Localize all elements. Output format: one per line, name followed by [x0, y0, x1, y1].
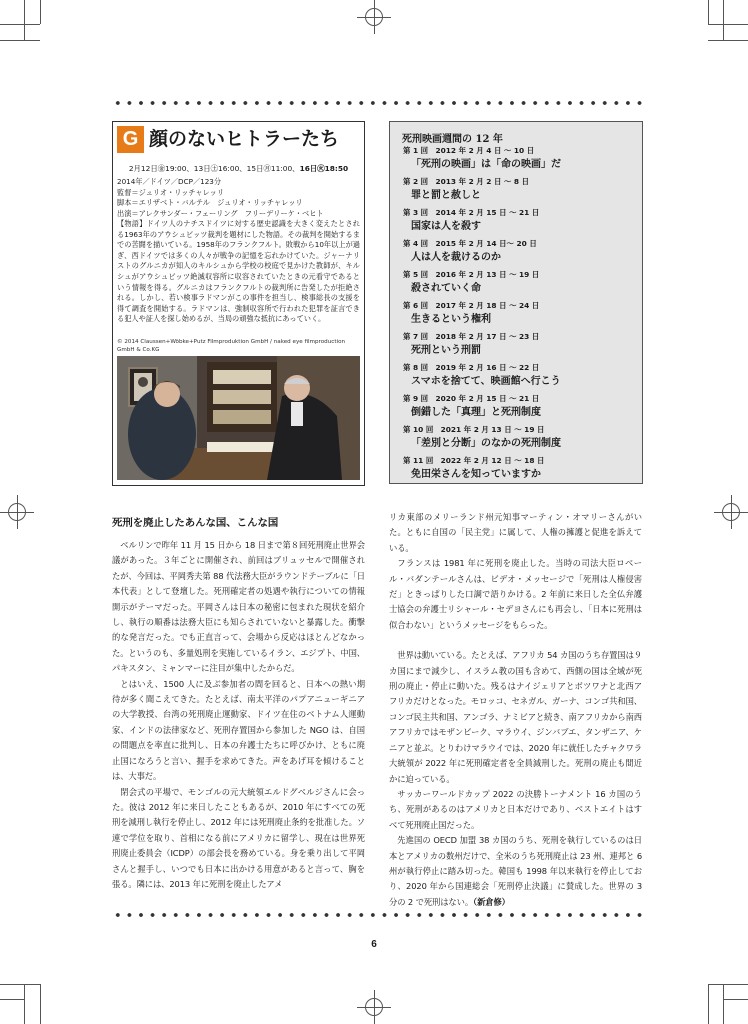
article-paragraph-final — [389, 833, 642, 910]
festival-entry-date: 第 2 回 2013 年 2 月 2 日 ～ 8 日 — [403, 177, 529, 186]
festival-entry-date: 第 11 回 2022 年 2 月 12 日 ～ 18 日 — [403, 456, 545, 465]
article-paragraph: 閉会式の平場で、モンゴルの元大統領エルドグベルジさんに会った。彼は 2012 年に来日したこともあるが、2010 年にすべての死刑を減刑し執行を停止し、2012 年には死刑廃止条約を批准した。ソ連で学位を取り、首相になる前にアメリカに留学し、現在は世界死刑廃止委員会（ICDP）の部会長を務めている。身を乗り出して平岡さんと握手し、いつでも日本に出かける用意があると言って、胸を張る。隣には、2013 年に死刑を廃止したアメ — [112, 786, 365, 889]
festival-entry-theme: 「差別と分断」のなかの死刑制度 — [411, 438, 561, 449]
festival-entry-date: 第 8 回 2019 年 2 月 16 日 ～ 22 日 — [403, 363, 540, 372]
registration-mark — [714, 495, 748, 529]
festival-entry — [403, 145, 633, 174]
crop-mark — [723, 984, 724, 1024]
festival-entry — [403, 455, 633, 484]
article-heading: 死刑を廃止したあんな国、こんな国 — [112, 517, 279, 529]
festival-entry-date: 第 10 回 2021 年 2 月 13 日 ～ 19 日 — [403, 425, 545, 434]
crop-mark — [40, 0, 41, 24]
festival-entry-theme: 生きるという権利 — [411, 314, 491, 325]
festival-entry-date: 第 9 回 2020 年 2 月 15 日 ～ 21 日 — [403, 394, 540, 403]
festival-entry-theme: 倒錯した「真理」と死刑制度 — [411, 407, 541, 418]
festival-entry — [403, 269, 633, 298]
article-paragraph: 世界は動いている。たとえば、アフリカ 54 カ国のうち存置国は９カ国にまで減少し、イスラム教の国も含めて、西側の国は全域が死刑の廃止・停止に動いた。残るはナイジェリアとボツワナと北西アフリカだけとなった。モロッコ、セネガル、ガーナ、コンゴ共和国、コンゴ民主共和国、アンゴラ、ナミビアと続き、南アフリカから南西アフリカではモザンビーク、マラウイ、ジンバブエ、タンザニア、ケニアと並ぶ。とりわけマラウイでは、2020 年に就任したチャクワラ大統領が 2022 年に死刑確定者を全員減刑した。死刑の廃止も間近かに迫っている。 — [389, 650, 642, 784]
crop-mark — [40, 984, 41, 1024]
festival-history-title: 死刑映画週間の 12 年 — [402, 134, 503, 145]
festival-entry-date: 第 4 回 2015 年 2 月 14 日～ 20 日 — [403, 239, 537, 248]
festival-entry — [403, 176, 633, 205]
film-letter-badge: G — [117, 126, 144, 153]
festival-entry-theme: スマホを捨てて、映画館へ行こう — [411, 376, 561, 387]
article-column-right — [389, 510, 642, 910]
film-meta: 2014年／ドイツ／DCP／123分 — [117, 177, 222, 186]
festival-entry-theme: 罪と罰と赦しと — [411, 190, 481, 201]
festival-entry-theme: 国家は人を殺す — [411, 221, 481, 232]
film-schedule-highlight: 16日㊋18:50 — [299, 164, 349, 173]
registration-mark — [357, 0, 391, 34]
article-paragraph: とはいえ、1500 人に及ぶ参加者の間を回ると、日本への熱い期待が多く聞こえてきた。たとえば、南太平洋のパプアニューギニアの大学教授、台湾の死刑廃止運動家、ドイツ在住のベトナム人運動家、インドの法律家など、死刑存置国から参加した NGO は、自国の問題点を率直に批判し、日本の弁護士たちに呼びかけ、ともに廃止国になろうと言い、握手を求めてきた。声をあげ耳を傾けることは、大事だ。 — [112, 678, 365, 782]
film-schedule — [113, 163, 364, 174]
festival-entry-theme: 人は人を裁けるのか — [411, 252, 501, 263]
crop-mark — [24, 0, 25, 40]
article-paragraph: フランスは 1981 年に死刑を廃止した。当時の司法大臣ロベール・バダンテールさんは、ビデオ・メッセージで「死刑は人権侵害だ」ときっぱりした口調で語りかける。2 年前に来日した全仏弁護士協会の弁護士リシャール・セデヨさんにも再会し、「日本に死刑は似合わない」というメッセージをもらった。 — [389, 558, 642, 630]
dotted-rule-bottom — [112, 912, 642, 918]
festival-entry-theme: 「死刑の映画」は「命の映画」だ — [411, 159, 561, 170]
festival-entry — [403, 331, 633, 360]
registration-mark — [357, 990, 391, 1024]
crop-mark — [708, 0, 709, 24]
festival-entry — [403, 207, 633, 236]
film-still-image — [117, 356, 360, 480]
crop-mark — [0, 999, 24, 1000]
article-paragraph: リカ東部のメリーランド州元知事マーティン・オマリーさんがいた。ともに自国の「民主党」に属して、人権の擁護と促進を訴えている。 — [389, 512, 642, 553]
film-director: 監督＝ジュリオ・リッチャレッリ — [117, 187, 225, 197]
article-paragraph: サッカーワールドカップ 2022 の決勝トーナメント 16 カ国のうち、死刑があるのはアメリカと日本だけであり、ベストエイトはすべて死刑廃止国だった。 — [389, 788, 642, 830]
festival-entry-date: 第 6 回 2017 年 2 月 18 日 ～ 24 日 — [403, 301, 540, 310]
crop-mark — [0, 24, 40, 25]
crop-mark — [24, 984, 25, 1024]
festival-entry — [403, 300, 633, 329]
festival-history-box — [389, 121, 643, 484]
festival-entry — [403, 393, 633, 422]
film-copyright: © 2014 Claussen+Wöbke+Putz Filmproduktion GmbH / naked eye filmproduction GmbH & Co.KG — [117, 339, 346, 354]
festival-entry — [403, 238, 633, 267]
festival-entry-date: 第 3 回 2014 年 2 月 15 日 ～ 21 日 — [403, 208, 540, 217]
article-paragraph: ベルリンで昨年 11 月 15 日から 18 日まで第８回死刑廃止世界会議があった。３年ごとに開催され、前回はブリュッセルで開催されたが、今回は、平岡秀夫第 88 代法務大臣がラウンドテーブルに「日本代表」として登壇した。死刑確定者の処遇や執行についての情報開示がテーマだった。平岡さんは日本の秘密に包まれた現状を紹介し、執行の順番は法務大臣にも知らされていないと暴露した。衝撃的な発言だった。でも正直言って、会場から反応はほとんどなかった。というのも、多量処刑を実施しているイラン、エジプト、中国、パキスタン、ミャンマーに注目が集中したからだ。 — [112, 540, 365, 674]
page-number: 6 — [371, 939, 377, 950]
film-still-illustration — [117, 356, 360, 480]
film-writer: 脚本＝エリザベト・バルテル ジュリオ・リッチャレッリ — [117, 198, 303, 208]
crop-mark — [708, 40, 748, 41]
festival-entry-theme: 殺されていく命 — [411, 283, 481, 294]
registration-mark — [0, 495, 34, 529]
crop-mark — [723, 0, 724, 40]
film-info — [117, 177, 360, 219]
crop-mark — [0, 40, 40, 41]
article-column-left — [112, 538, 365, 892]
crop-mark — [723, 999, 748, 1000]
film-title: 顔のないヒトラーたち — [149, 128, 340, 150]
festival-entry-date: 第 7 回 2018 年 2 月 17 日 ～ 23 日 — [403, 332, 540, 341]
article-signature: （新倉修） — [473, 896, 510, 907]
crop-mark — [708, 984, 709, 1024]
film-schedule-dates: 2月12日㊎19:00、13日㊏16:00、15日㊊11:00、 — [128, 164, 300, 173]
festival-entry-date: 第 5 回 2016 年 2 月 13 日 ～ 19 日 — [403, 270, 540, 279]
crop-mark — [708, 984, 748, 985]
festival-entry — [403, 362, 633, 391]
film-synopsis: 【物語】ドイツ人のナチスドイツに対する歴史認識を大きく変えたとされる1963年のアウシュビッツ裁判を題材にした物語。その裁判を開始するまでの苦闘を描いている。1958年のフランクフルト。敗戦から10年以上が過ぎ、西ドイツでは多くの人々が戦争の記憶を忘れかけていた。ジャーナリストのグルニカが知人のキルシュから学校の校庭で見かけた教師が、キルシュがアウシュビッツ絶滅収容所に収容されていたときの元看守であるという情報を得る。グルニカはフランクフルトの裁判所に告発したが拒絶される。しかし、若い検事ラドマンがこの事件を担当し、検事総長の支援を得て調査を開始する。ラドマンは、強制収容所で行われた犯罪を証言できる犯人や証人を探し始めるが、当局の頑強な抵抗にあっていく。 — [117, 219, 360, 324]
film-listing-box — [112, 121, 365, 486]
festival-entry-theme: 死刑という刑罰 — [411, 345, 481, 356]
dotted-rule-top — [112, 100, 642, 106]
festival-entry-theme: 免田栄さんを知っていますか — [411, 469, 541, 480]
crop-mark — [708, 24, 748, 25]
festival-entry — [403, 424, 633, 453]
film-cast: 出演＝アレクサンダー・フェーリング フリーデリーケ・ベヒト — [117, 208, 324, 218]
crop-mark — [0, 984, 40, 985]
festival-entry-date: 第 1 回 2012 年 2 月 4 日 ～ 10 日 — [403, 146, 535, 155]
article-final-text: 先進国の OECD 加盟 38 カ国のうち、死刑を執行しているのは日本とアメリカの数州だけで、全米のうち死刑廃止は 23 州、連邦と 6 州が執行停止に踏み切った。韓国も 1998 年以来執行を停止しており、2020 年から国連総会「死刑停止決議」に賛成した。世界の 3 分の 2 で死刑はない。 — [389, 835, 642, 907]
